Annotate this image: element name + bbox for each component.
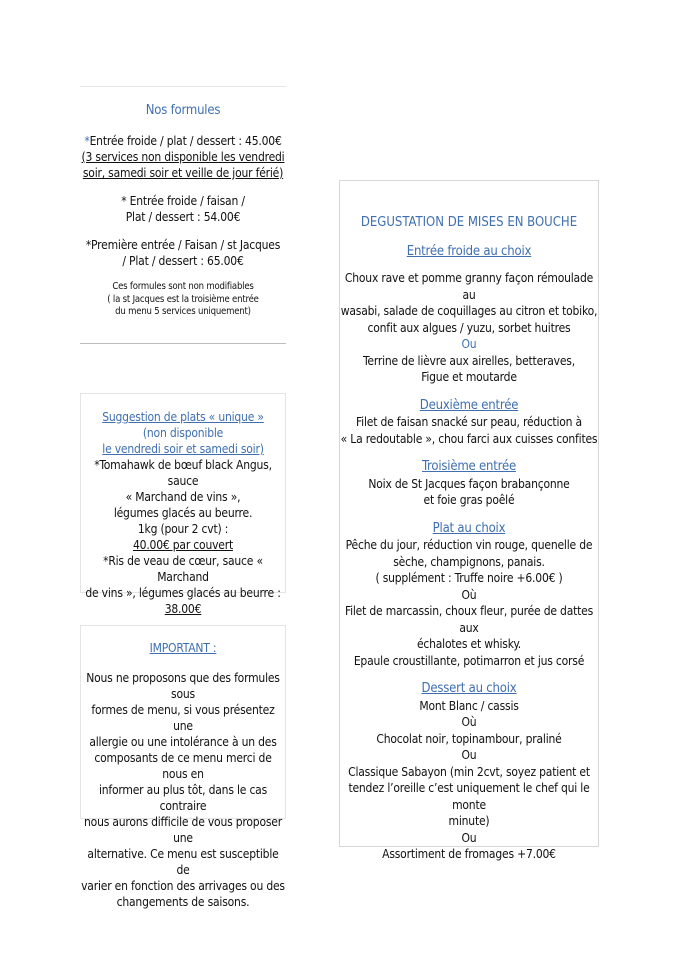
dish-line: Noix de St Jacques façon brabançonne bbox=[368, 476, 570, 491]
dish-line: Classique Sabayon (min 2cvt, soyez patient et bbox=[348, 764, 590, 779]
dish-line: échalotes et whisky. bbox=[416, 637, 522, 651]
important-line: allergie ou une intolérance à un des bbox=[89, 735, 277, 749]
suggestion-panel bbox=[80, 393, 286, 616]
dish-line: Mont Blanc / cassis bbox=[419, 698, 519, 713]
formule-2: * Entrée froide / faisan / bbox=[121, 194, 245, 208]
important-line: alternative. Ce menu est susceptible de bbox=[87, 847, 279, 877]
important-line: composants de ce menu merci de nous en bbox=[94, 751, 272, 781]
formules-title: Nos formules bbox=[145, 103, 221, 118]
degustation-title: DEGUSTATION DE MISES EN BOUCHE bbox=[360, 215, 578, 230]
dish-line: Assortiment de fromages +7.00€ bbox=[382, 847, 556, 861]
section-title-troisieme-entree: Troisième entrée bbox=[422, 459, 516, 474]
formules-note: Ces formules sont non modifiables bbox=[112, 281, 254, 292]
dish-line: et foie gras poêlé bbox=[423, 493, 515, 507]
or-separator: Où bbox=[461, 715, 477, 729]
dish-line: Filet de faisan snacké sur peau, réduction à bbox=[356, 415, 582, 429]
or-separator: Ou bbox=[461, 337, 477, 351]
formule-3: / Plat / dessert : 65.00€ bbox=[122, 254, 244, 268]
formule-3: *Première entrée / Faisan / st Jacques bbox=[85, 238, 281, 252]
formules-note: du menu 5 services uniquement) bbox=[115, 306, 251, 317]
dish-line: minute) bbox=[448, 814, 490, 828]
dish-line: Filet de marcassin, choux fleur, purée de dattes aux bbox=[344, 604, 594, 635]
formules-panel bbox=[80, 86, 286, 344]
suggestion-price: 38.00€ bbox=[164, 602, 202, 616]
dish-line: wasabi, salade de coquillages au citron et tobiko, bbox=[340, 304, 598, 318]
important-line: Nous ne proposons que des formules sous bbox=[86, 671, 280, 701]
important-line: nous aurons difficile de vous proposer une bbox=[84, 815, 282, 845]
degustation-panel bbox=[339, 180, 599, 861]
formule-1 bbox=[80, 133, 286, 149]
formules-note: ( la st Jacques est la troisième entrée bbox=[107, 293, 259, 305]
dish-line: ( supplément : Truffe noire +6.00€ ) bbox=[375, 571, 563, 585]
important-line: changements de saisons. bbox=[116, 895, 250, 909]
section-title-dessert: Dessert au choix bbox=[421, 681, 517, 696]
formule-1-note: (3 services non disponible les vendredi bbox=[81, 150, 285, 164]
dish-line: Epaule croustillante, potimarron et jus corsé bbox=[353, 653, 585, 668]
suggestion-subtitle: le vendredi soir et samedi soir) bbox=[102, 442, 264, 456]
dish-line: confit aux algues / yuzu, sorbet huitres bbox=[367, 320, 571, 335]
dish-line: tendez l’oreille c’est uniquement le chef qui le monte bbox=[348, 781, 590, 812]
section-title-entree-froide: Entrée froide au choix bbox=[406, 243, 532, 259]
dish-line: Chocolat noir, topinambour, praliné bbox=[376, 731, 562, 746]
dish-line: Choux rave et pomme granny façon rémoulade au bbox=[344, 271, 594, 302]
formule-1-note: soir, samedi soir et veille de jour férié) bbox=[82, 166, 284, 180]
or-separator: Ou bbox=[461, 748, 477, 762]
important-line: varier en fonction des arrivages ou des bbox=[81, 879, 285, 893]
suggestion-line: *Ris de veau de cœur, sauce « Marchand bbox=[103, 554, 263, 584]
or-separator: Ou bbox=[461, 830, 477, 845]
suggestion-line: légumes glacés au beurre. bbox=[113, 506, 253, 520]
formule-1-text: Entrée froide / plat / dessert : 45.00€ bbox=[89, 134, 282, 148]
dish-line: Terrine de lièvre aux airelles, betteraves, bbox=[363, 353, 575, 368]
important-line: formes de menu, si vous présentez une bbox=[91, 703, 275, 733]
formule-2: Plat / dessert : 54.00€ bbox=[125, 210, 241, 224]
or-separator: Où bbox=[461, 587, 477, 602]
suggestion-line: « Marchand de vins », bbox=[125, 490, 241, 504]
important-title: IMPORTANT : bbox=[149, 641, 217, 655]
dish-line: Pêche du jour, réduction vin rouge, quenelle de bbox=[345, 538, 593, 552]
suggestion-line: *Tomahawk de bœuf black Angus, sauce bbox=[94, 458, 272, 488]
formule-1-asterisk: * bbox=[84, 134, 90, 148]
dish-line: « La redoutable », chou farci aux cuisses confites bbox=[340, 431, 598, 446]
important-line: informer au plus tôt, dans le cas contraire bbox=[98, 783, 268, 813]
suggestion-subtitle: (non disponible bbox=[142, 426, 224, 440]
suggestion-line: 1kg (pour 2 cvt) : bbox=[137, 522, 229, 536]
suggestion-title: Suggestion de plats « unique » bbox=[102, 410, 264, 424]
suggestion-line: de vins », légumes glacés au beurre : bbox=[85, 586, 281, 600]
important-panel bbox=[80, 625, 286, 909]
dish-line: Figue et moutarde bbox=[421, 370, 517, 384]
dish-line: sèche, champignons, panais. bbox=[393, 554, 545, 569]
section-title-plat: Plat au choix bbox=[432, 520, 506, 536]
section-title-deuxieme-entree: Deuxième entrée bbox=[419, 397, 519, 413]
suggestion-price: 40.00€ par couvert bbox=[132, 538, 233, 552]
